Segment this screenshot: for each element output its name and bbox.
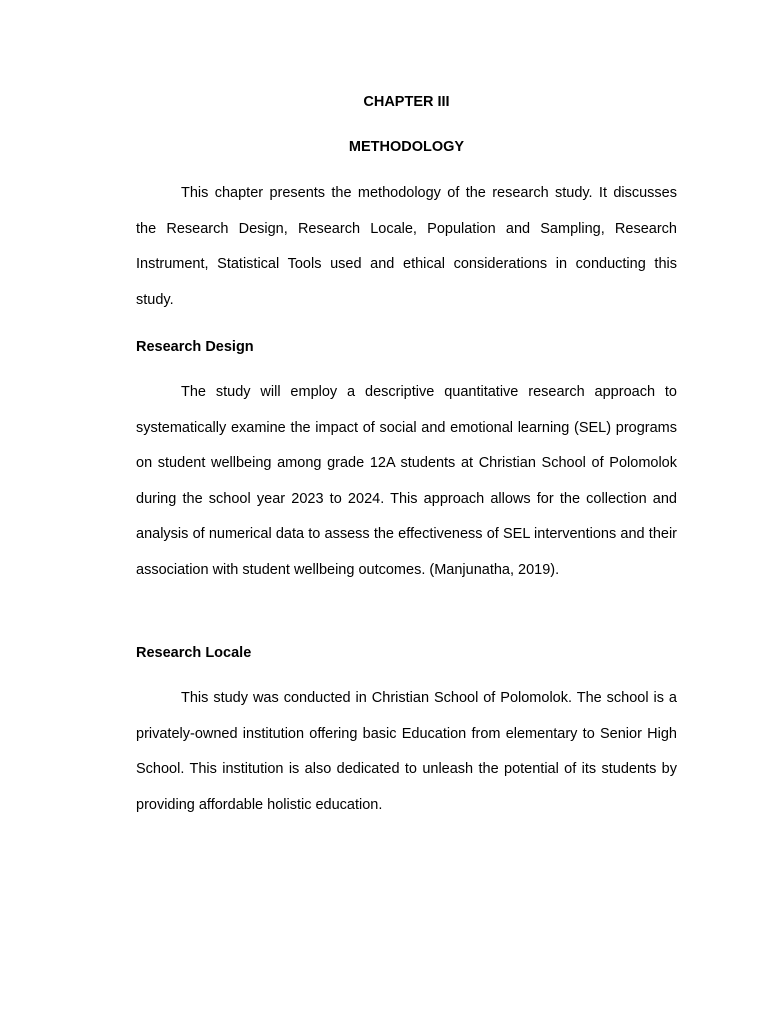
chapter-number: CHAPTER III (363, 94, 450, 110)
section-heading-research-design: Research Design (136, 339, 254, 355)
intro-paragraph: This chapter presents the methodology of the research study. It discusses the Research Design, Research Locale, Population and Sampling, Research Instrument, Statistical Tools used and ethical considerations in conducting this study. (136, 185, 677, 308)
research-design-paragraph: The study will employ a descriptive quantitative research approach to systematically examine the impact of social and emotional learning (SEL) programs on student wellbeing among grade 12A students at Christian School of Polomolok during the school year 2023 to 2024. This approach allows for the collection and analysis of numerical data to assess the effectiveness of SEL interventions and their association with student wellbeing outcomes. (Manjunatha, 2019). (136, 384, 677, 578)
chapter-title: METHODOLOGY (348, 139, 465, 155)
research-locale-paragraph: This study was conducted in Christian School of Polomolok. The school is a privately-owned institution offering basic Education from elementary to Senior High School. This institution is also dedicated to unleash the potential of its students by providing affordable holistic education. (136, 690, 677, 813)
section-heading-research-locale: Research Locale (136, 645, 252, 661)
